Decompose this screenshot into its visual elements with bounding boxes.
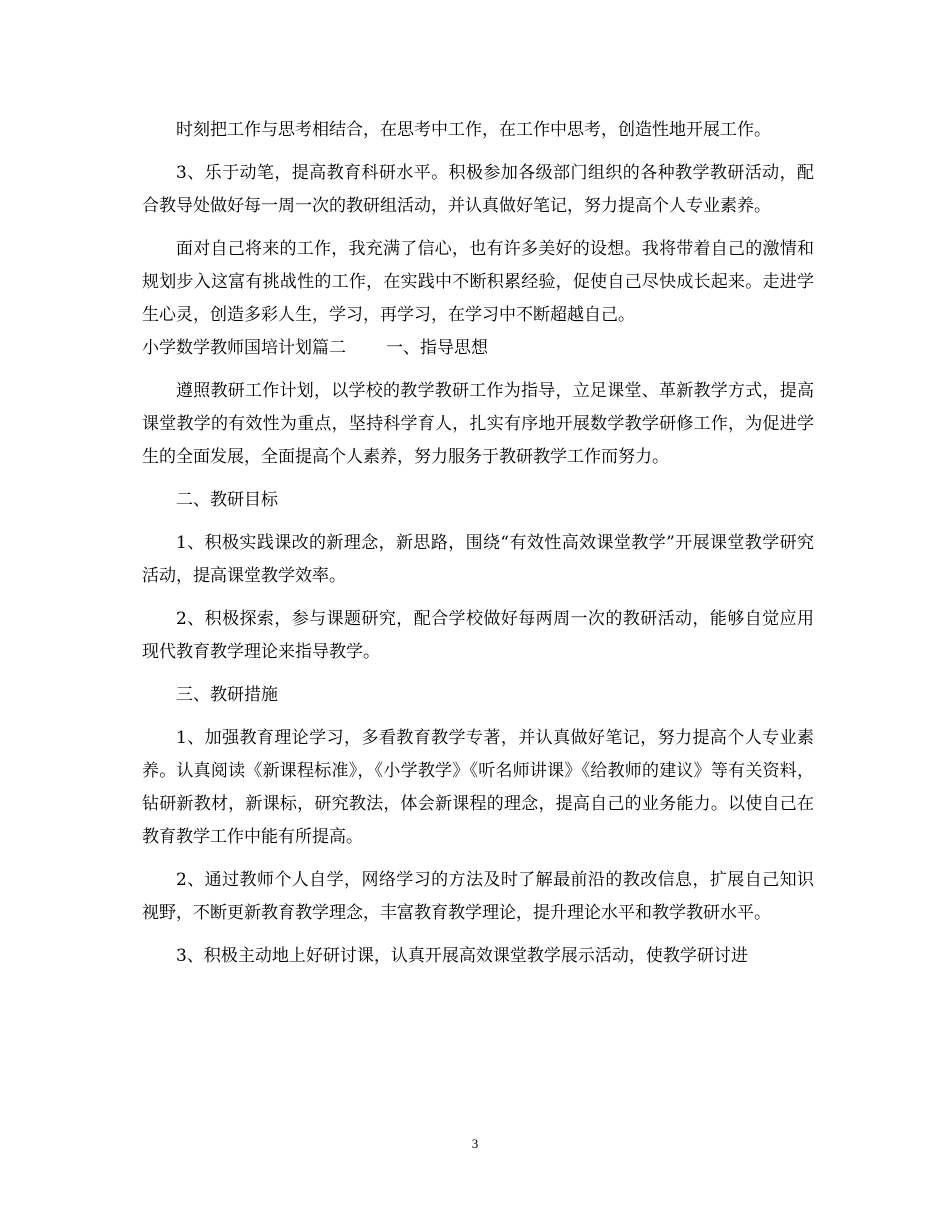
paragraph: 3、乐于动笔，提高教育科研水平。积极参加各级部门组织的各种教学教研活动，配合教导处做好每一周一次的教研组活动，并认真做好笔记，努力提高个人专业素养。: [142, 163, 814, 216]
section-title: 小学数学教师国培计划篇二: [142, 338, 346, 358]
section-first-heading: 一、指导思想: [386, 338, 488, 358]
subheading: 三、教研措施: [176, 685, 278, 705]
paragraph: 面对自己将来的工作，我充满了信心，也有许多美好的设想。我将带着自己的激情和规划步入这富有挑战性的工作，在实践中不断积累经验，促使自己尽快成长起来。走进学生心灵，创造多彩人生，学习，再学习，在学习中不断超越自己。: [142, 239, 814, 325]
document-body: [142, 114, 814, 983]
section-heading-line: [142, 332, 814, 365]
subheading: 二、教研目标: [176, 490, 278, 510]
page-number: 3: [471, 1136, 479, 1151]
paragraph: 1、积极实践课改的新理念，新思路，围绕“有效性高效课堂教学”开展课堂教学研究活动，提高课堂教学效率。: [142, 533, 814, 586]
paragraph: 1、加强教育理论学习，多看教育教学专著，并认真做好笔记，努力提高个人专业素养。认真阅读《新课程标准》，《小学教学》《听名师讲课》《给教师的建议》等有关资料，钻研新教材，新课标，研究教法，体会新课程的理念，提高自己的业务能力。以使自己在教育教学工作中能有所提高。: [142, 728, 814, 847]
paragraph: 2、通过教师个人自学，网络学习的方法及时了解最前沿的教改信息，扩展自己知识视野，不断更新教育教学理念，丰富教育教学理论，提升理论水平和教学教研水平。: [142, 870, 814, 923]
paragraph: 3、积极主动地上好研讨课，认真开展高效课堂教学展示活动，使教学研讨进: [176, 946, 748, 966]
paragraph: 遵照教研工作计划，以学校的教学教研工作为指导，立足课堂、革新教学方式，提高课堂教学的有效性为重点，坚持科学育人，扎实有序地开展数学教学研修工作，为促进学生的全面发展，全面提高个人素养，努力服务于教研教学工作而努力。: [142, 381, 814, 467]
paragraph: 时刻把工作与思考相结合，在思考中工作，在工作中思考，创造性地开展工作。: [176, 120, 771, 140]
paragraph: 2、积极探索，参与课题研究，配合学校做好每两周一次的教研活动，能够自觉应用现代教育教学理论来指导教学。: [142, 609, 814, 662]
